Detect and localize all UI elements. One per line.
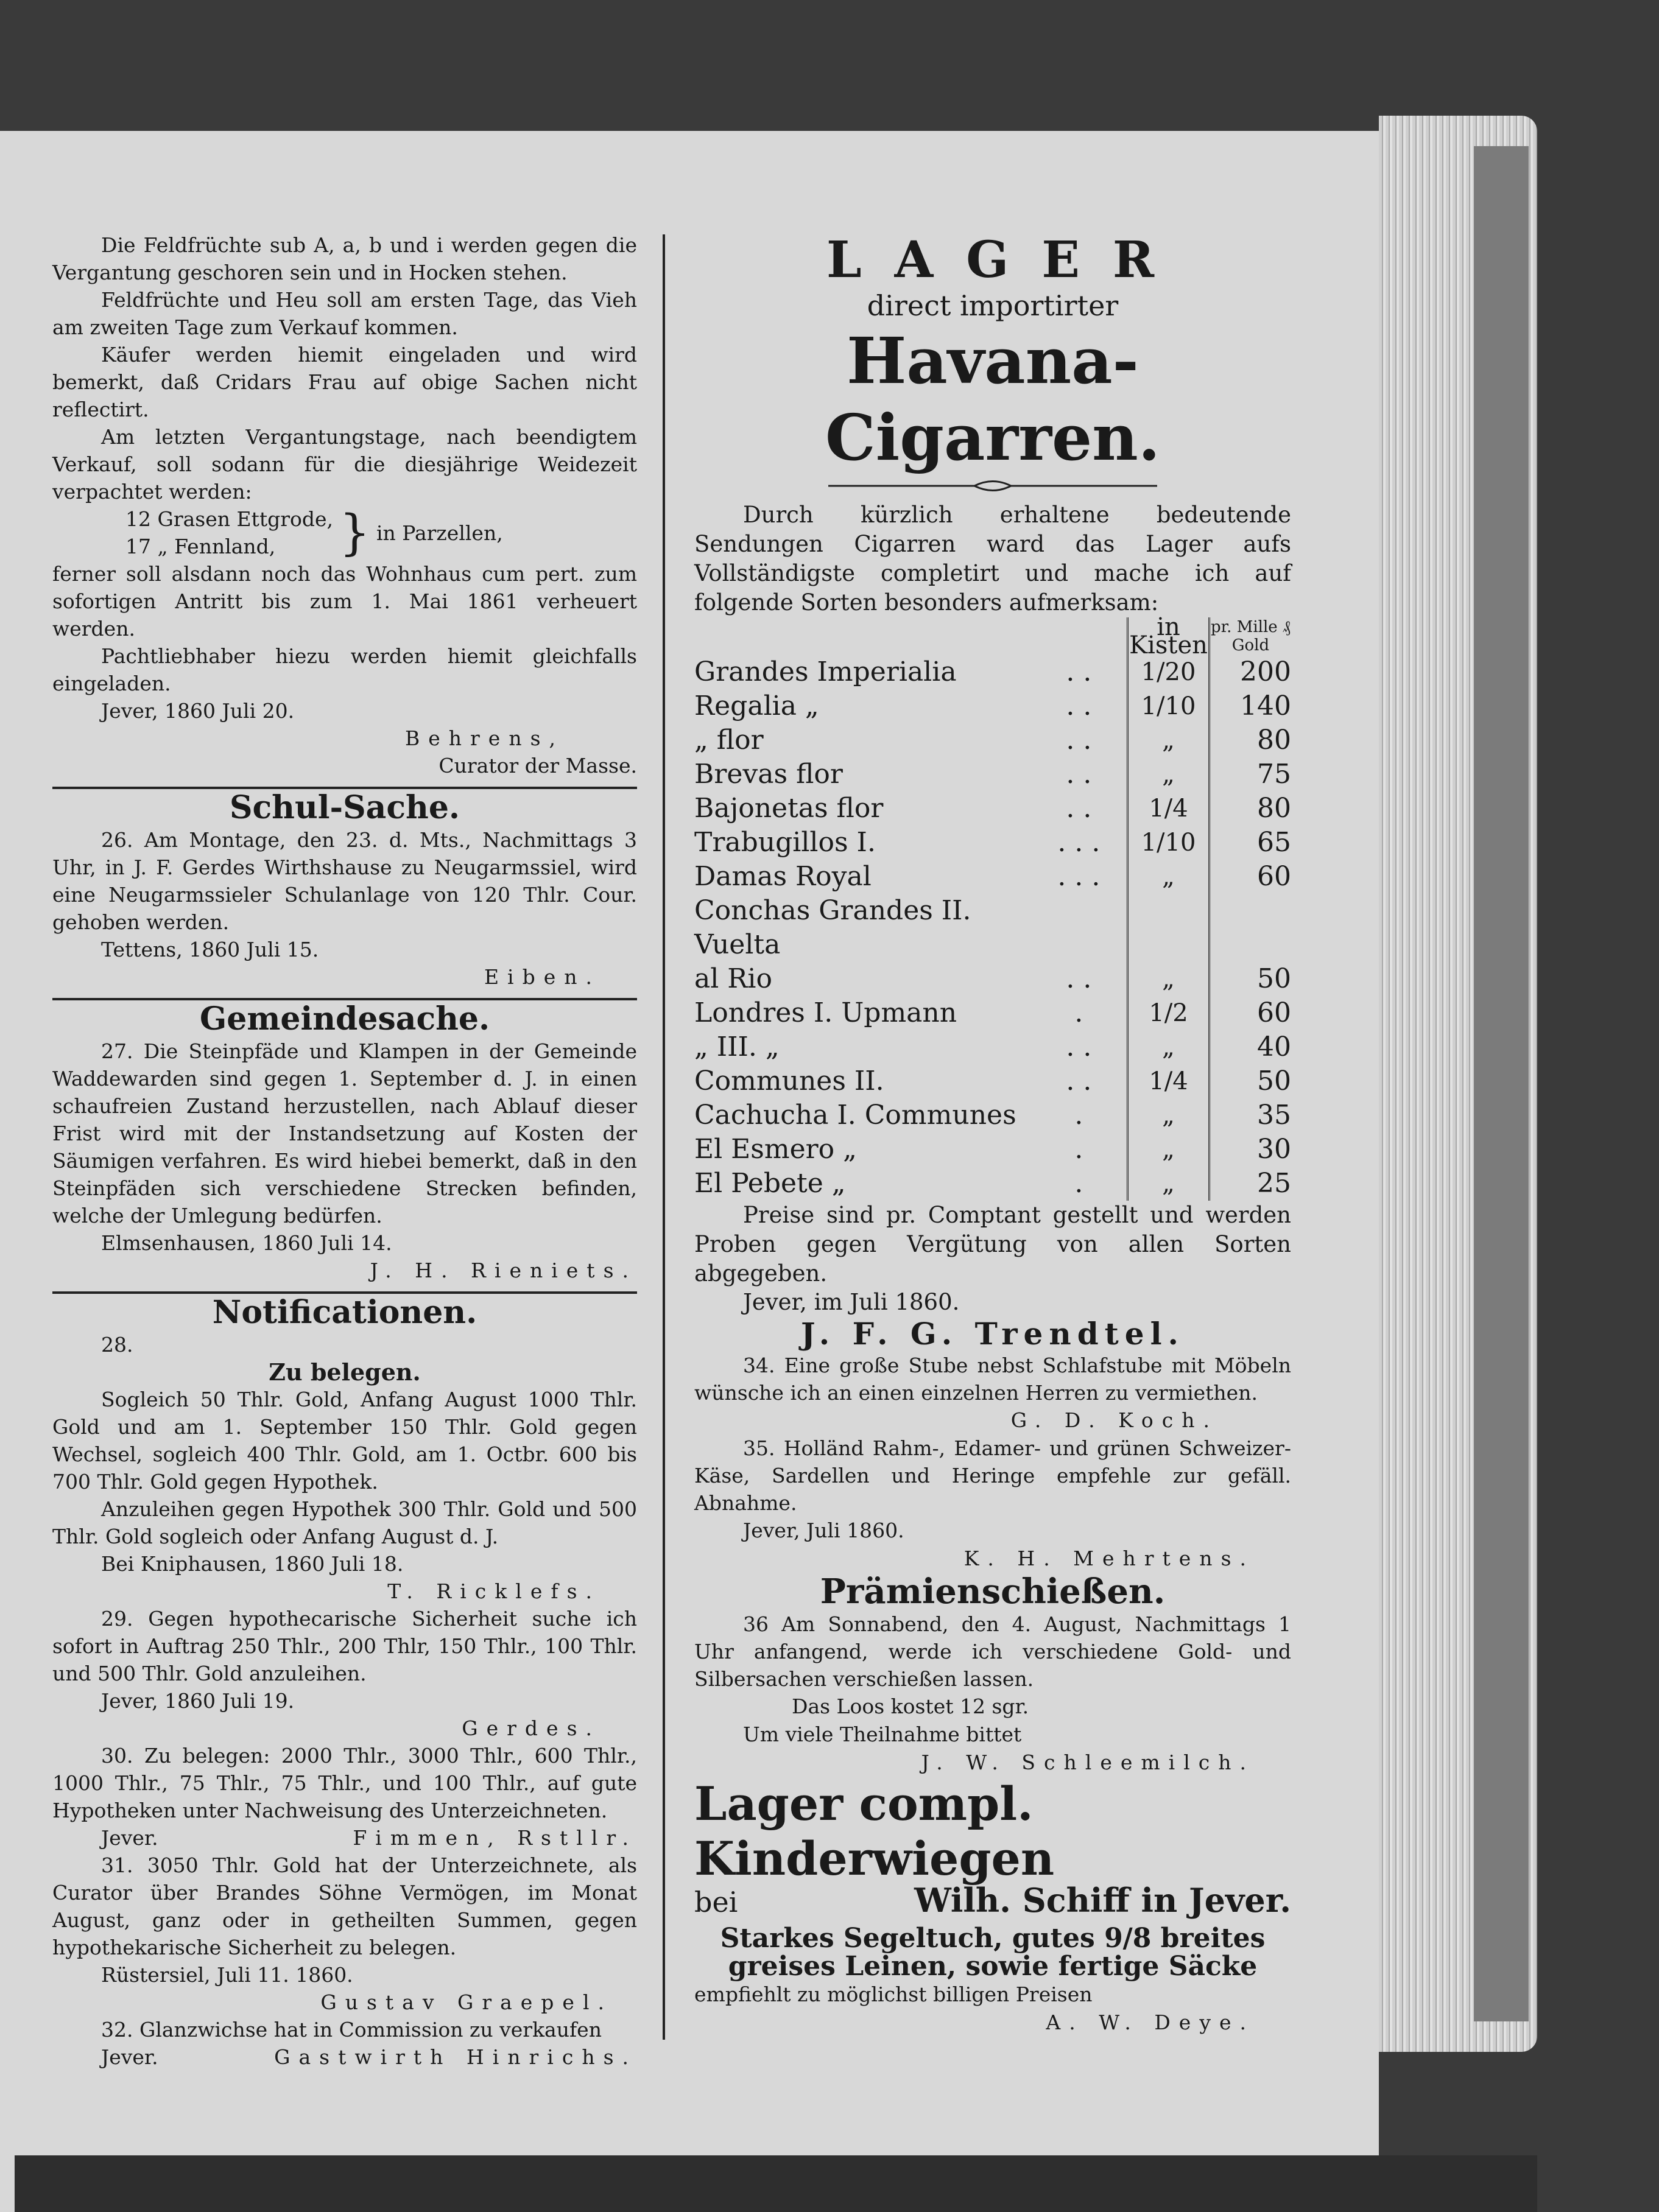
date-line: Jever. <box>101 2045 158 2069</box>
cigar-kisten: 1/10 <box>1128 689 1210 723</box>
cigar-row <box>694 1064 1291 1098</box>
leader-dots: . <box>1074 1168 1083 1199</box>
cigar-kisten: „ <box>1128 1167 1210 1201</box>
paragraph: 31. 3050 Thlr. Gold hat der Unterzeichnete, als Curator über Brandes Söhne Vermögen, im Monat August, ganz oder in getheilten Summen, gegen hypothekarische Sicherheit zu belegen. <box>52 1853 637 1959</box>
cigar-name: Grandes Imperialia <box>694 656 957 687</box>
paragraph: Die Feldfrüchte sub A, a, b und i werden gegen die Vergantung geschoren sein und in Hocken stehen. <box>52 233 637 284</box>
ad-text-schiff: Wilh. Schiff in Jever. <box>914 1881 1291 1920</box>
cigar-name: Trabugillos I. <box>694 827 876 858</box>
ornament-divider <box>694 476 1291 500</box>
signature: Eiben. <box>484 965 601 989</box>
ad-line-schiff <box>694 1881 1291 1920</box>
cigar-row <box>694 689 1291 723</box>
section-heading-schul: Schul-Sache. <box>229 789 460 826</box>
leader-dots: . . <box>1066 656 1092 687</box>
date-line: Jever, 1860 Juli 19. <box>101 1689 295 1713</box>
date-line: Rüstersiel, Juli 11. 1860. <box>101 1963 353 1987</box>
leader-dots: . . <box>1066 1066 1092 1097</box>
cigar-row <box>694 655 1291 689</box>
cigar-name: „ III. „ <box>694 1031 780 1062</box>
right-column <box>694 231 1291 2037</box>
leader-dots: . . <box>1066 759 1092 790</box>
parcel-list <box>52 505 637 560</box>
cigar-name: Communes II. <box>694 1066 884 1097</box>
cigar-kisten: 1/2 <box>1128 996 1210 1030</box>
paragraph: Feldfrüchte und Heu soll am ersten Tage, das Vieh am zweiten Tage zum Verkauf kommen. <box>52 288 637 339</box>
parcel-note: in Parzellen, <box>376 521 503 545</box>
cigar-price: 140 <box>1240 690 1291 722</box>
leader-dots: . <box>1074 1100 1083 1131</box>
cigar-row <box>694 723 1291 757</box>
leader-dots: . <box>1074 1134 1083 1165</box>
signature: A. W. Deye. <box>1046 2010 1255 2034</box>
cigar-price: 35 <box>1257 1100 1291 1131</box>
leader-dots: . . <box>1066 690 1092 722</box>
date-line: Jever. <box>101 1826 158 1850</box>
date-sig-row <box>52 1824 637 1852</box>
cigar-name: El Esmero „ <box>694 1134 857 1165</box>
signature: K. H. Mehrtens. <box>963 1547 1255 1570</box>
cigar-name: Cachucha I. Communes <box>694 1100 1016 1131</box>
cigar-name: Brevas flor <box>694 759 843 790</box>
date-line: Jever, 1860 Juli 20. <box>101 699 295 723</box>
date-sig-row <box>52 2043 637 2071</box>
signature: J. H. Rieniets. <box>370 1259 637 1282</box>
leader-dots: . . <box>1066 963 1092 994</box>
paragraph: Am letzten Vergantungstage, nach beendigtem Verkauf, soll sodann für die diesjährige Weidezeit verpachtet werden: <box>52 425 637 504</box>
cigar-kisten: 1/4 <box>1128 792 1210 826</box>
paragraph: Durch kürzlich erhaltene bedeutende Sendungen Cigarren ward das Lager aufs Vollständigste completirt und mache ich auf folgende Sorten besonders aufmerksam: <box>694 502 1291 616</box>
cigar-price: 40 <box>1257 1031 1291 1062</box>
cigar-kisten: 1/10 <box>1128 826 1210 860</box>
paragraph: Preise sind pr. Comptant gestellt und werden Proben gegen Vergütung von allen Sorten abgegeben. <box>694 1202 1291 1287</box>
ad-line-leinen: greises Leinen, sowie fertige Säcke <box>728 1951 1258 1982</box>
signature: Gustav Graepel. <box>320 1990 613 2014</box>
leader-dots: . . . <box>1057 827 1101 858</box>
item-number: 28. <box>101 1333 133 1357</box>
cigar-row <box>694 1132 1291 1167</box>
paragraph: 34. Eine große Stube nebst Schlafstube mit Möbeln wünsche ich an einen einzelnen Herren zu vermiethen. <box>694 1354 1291 1405</box>
book-spine-shadow <box>1474 146 1529 2021</box>
leader-dots: . . . <box>1057 861 1101 892</box>
cigar-row <box>694 826 1291 860</box>
column-header-kisten: in Kisten <box>1128 617 1210 655</box>
cigar-row <box>694 1167 1291 1201</box>
cigar-kisten: 1/20 <box>1128 655 1210 689</box>
column-header-price: pr. Mille ₰ Gold <box>1210 618 1291 655</box>
cigar-row <box>694 1030 1291 1064</box>
ad-heading-praemien: Prämienschießen. <box>820 1571 1166 1612</box>
date-line: Jever, Juli 1860. <box>743 1519 904 1542</box>
paragraph: 27. Die Steinpfäde und Klampen in der Gemeinde Waddewarden sind gegen 1. September d. J. in einen schaufreien Zustand herzustellen, nach Ablauf dieser Frist wird mit der Instandsetzung auf Kosten der Säumigen verfahren. Es wird hiebei bemerkt, daß in den Steinpfäden sich verschiedene Strecken befinden, welche der Umlegung bedürfen. <box>52 1039 637 1227</box>
paragraph: 36 Am Sonnabend, den 4. August, Nachmittags 1 Uhr anfangend, werde ich verschiedene Gold- und Silbersachen verschießen lassen. <box>694 1612 1291 1691</box>
cigar-price: 75 <box>1257 759 1291 790</box>
cigar-name: Regalia „ <box>694 690 819 722</box>
cigar-kisten: „ <box>1128 1132 1210 1167</box>
cigar-price: 200 <box>1240 656 1291 687</box>
date-line: Jever, im Juli 1860. <box>743 1289 960 1315</box>
leader-dots: . . <box>1066 793 1092 824</box>
cigar-name: Bajonetas flor <box>694 793 884 824</box>
signature: Curator der Masse. <box>439 754 637 778</box>
paragraph: Das Loos kostet 12 sgr. <box>792 1694 1029 1718</box>
cigar-price: 60 <box>1257 861 1291 892</box>
cigar-kisten: „ <box>1128 757 1210 792</box>
cigar-name: Londres I. Upmann <box>694 997 957 1028</box>
paragraph: 29. Gegen hypothecarische Sicherheit suche ich sofort in Auftrag 250 Thlr., 200 Thlr, 150 Thlr., 100 Thlr. und 500 Thlr. Gold anzuleihen. <box>52 1607 637 1685</box>
cigar-price: 80 <box>1257 793 1291 824</box>
paragraph: Sogleich 50 Thlr. Gold, Anfang August 1000 Thlr. Gold und am 1. September 150 Thlr. Gold gegen Wechsel, sogleich 400 Thlr. Gold, am 1. Octbr. 600 bis 700 Thlr. Gold gegen Hypothek. <box>52 1388 637 1494</box>
cigar-kisten: 1/4 <box>1128 1064 1210 1098</box>
signature: T. Ricklefs. <box>387 1579 601 1603</box>
ad-text-bei: bei <box>694 1886 738 1919</box>
leader-dots: . . <box>1066 1031 1092 1062</box>
paragraph: Anzuleihen gegen Hypothek 300 Thlr. Gold und 500 Thlr. Gold sogleich oder Anfang August d. J. <box>52 1497 637 1548</box>
paragraph: Käufer werden hiemit eingeladen und wird bemerkt, daß Cridars Frau auf obige Sachen nicht reflectirt. <box>52 343 637 421</box>
left-page-edge <box>0 131 16 2212</box>
cigar-name: Conchas Grandes II. Vuelta <box>694 895 971 960</box>
parcel-line: 12 Grasen Ettgrode, <box>125 507 334 531</box>
paragraph: 30. Zu belegen: 2000 Thlr., 3000 Thlr., 600 Thlr., 1000 Thlr., 75 Thlr., 75 Thlr., und 100 Thlr., auf gute Hypotheken unter Nachweisung des Unterzeichneten. <box>52 1744 637 1822</box>
ad-signature-trendtel: J. F. G. Trendtel. <box>801 1316 1185 1352</box>
cigar-price: 65 <box>1257 827 1291 858</box>
ad-line-segeltuch: Starkes Segeltuch, gutes 9/8 breites <box>720 1923 1266 1954</box>
cigar-kisten: „ <box>1128 860 1210 894</box>
cigar-kisten: „ <box>1128 962 1210 996</box>
paragraph: 35. Holländ Rahm-, Edamer- und grünen Schweizer-Käse, Sardellen und Heringe empfehle zur gefäll. Abnahme. <box>694 1436 1291 1515</box>
signature: Behrens, <box>404 726 564 750</box>
cigar-kisten: „ <box>1128 1098 1210 1132</box>
cigar-price <box>1209 894 1291 962</box>
date-line: Tettens, 1860 Juli 15. <box>101 938 319 961</box>
signature: Gerdes. <box>462 1716 601 1740</box>
cigar-price: 50 <box>1257 1066 1291 1097</box>
cigar-name: „ flor <box>694 725 764 756</box>
leader-dots: . <box>1074 997 1083 1028</box>
cigar-row <box>694 860 1291 894</box>
ad-heading-kinderwiegen: Lager compl. Kinderwiegen <box>694 1777 1055 1886</box>
leader-dots <box>1031 894 1128 962</box>
subheading: Zu belegen. <box>269 1358 421 1386</box>
cigar-price: 50 <box>1257 963 1291 994</box>
cigar-row <box>694 792 1291 826</box>
cigar-price-table <box>694 613 1291 1201</box>
cigar-price: 80 <box>1257 725 1291 756</box>
cigar-row <box>694 757 1291 792</box>
bottom-shadow <box>15 2155 1537 2212</box>
cigar-price: 25 <box>1257 1168 1291 1199</box>
cigar-row <box>694 1098 1291 1132</box>
section-heading-gemeinde: Gemeindesache. <box>199 1000 490 1038</box>
left-column <box>52 231 637 2071</box>
ad-heading-lager: LAGER <box>826 231 1187 289</box>
cigar-kisten: „ <box>1128 1030 1210 1064</box>
date-line: Bei Kniphausen, 1860 Juli 18. <box>101 1552 404 1576</box>
parcel-line: 17 „ Fennland, <box>125 535 276 558</box>
cigar-name: El Pebete „ <box>694 1168 846 1199</box>
paragraph: empfiehlt zu möglichst billigen Preisen <box>694 1982 1093 2006</box>
signature: Fimmen, Rstllr. <box>353 1826 637 1850</box>
paragraph: 32. Glanzwichse hat in Commission zu verkaufen <box>101 2018 602 2042</box>
column-divider <box>663 234 665 2040</box>
ad-subheading: direct importirter <box>867 289 1119 322</box>
cigar-kisten <box>1128 894 1210 962</box>
brace: } <box>339 504 370 561</box>
paragraph: Pachtliebhaber hiezu werden hiemit gleichfalls eingeladen. <box>52 644 637 695</box>
cigar-name: al Rio <box>694 963 772 994</box>
paragraph: 26. Am Montage, den 23. d. Mts., Nachmittags 3 Uhr, in J. F. Gerdes Wirthshause zu Neugarmssiel, wird eine Neugarmssieler Schulanlage von 120 Thlr. Cour. gehoben werden. <box>52 828 637 934</box>
date-line: Elmsenhausen, 1860 Juli 14. <box>101 1231 392 1255</box>
paragraph: ferner soll alsdann noch das Wohnhaus cum pert. zum sofortigen Antritt bis zum 1. Mai 1861 verheuert werden. <box>52 562 637 641</box>
signature: G. D. Koch. <box>1010 1408 1218 1432</box>
cigar-price: 30 <box>1257 1134 1291 1165</box>
ornament-rule-icon <box>822 477 1163 495</box>
leader-dots: . . <box>1066 725 1092 756</box>
cigar-price: 60 <box>1257 997 1291 1028</box>
cigar-name: Damas Royal <box>694 861 872 892</box>
cigar-row <box>694 996 1291 1030</box>
section-heading-notif: Notificationen. <box>212 1294 477 1331</box>
cigar-row <box>694 962 1291 996</box>
ad-title-havana: Havana-Cigarren. <box>825 323 1160 475</box>
cigar-kisten: „ <box>1128 723 1210 757</box>
signature: J. W. Schleemilch. <box>921 1750 1255 1774</box>
cigar-row <box>694 894 1291 962</box>
signature: Gastwirth Hinrichs. <box>274 2045 637 2069</box>
paragraph: Um viele Theilnahme bittet <box>743 1722 1022 1746</box>
